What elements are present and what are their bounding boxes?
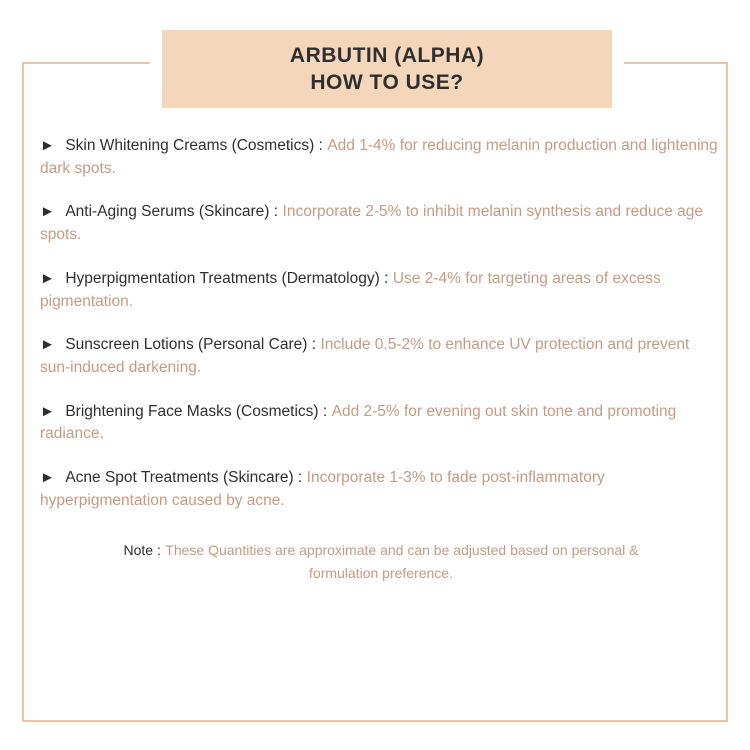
list-item-text: Add 2-5% for evening out skin tone and promoting radiance. bbox=[40, 402, 677, 443]
note-block bbox=[40, 539, 722, 585]
triangle-right-icon: ► bbox=[40, 137, 55, 154]
triangle-right-icon: ► bbox=[40, 469, 55, 487]
triangle-right-icon: ► bbox=[40, 402, 55, 420]
list-item-label: Brightening Face Masks (Cosmetics) : bbox=[65, 402, 328, 420]
note-text: These Quantities are approximate and can be adjusted based on personal & formulation preference. bbox=[165, 541, 639, 581]
list-item bbox=[40, 334, 722, 379]
list-item bbox=[40, 201, 722, 246]
list-item-label: Hyperpigmentation Treatments (Dermatology) : bbox=[65, 269, 389, 287]
title-line-2: HOW TO USE? bbox=[310, 71, 464, 94]
title-banner bbox=[162, 30, 612, 108]
usage-list bbox=[40, 135, 722, 710]
list-item bbox=[40, 268, 722, 313]
list-item-label: Acne Spot Treatments (Skincare) : bbox=[65, 469, 303, 487]
list-item-label: Skin Whitening Creams (Cosmetics) : bbox=[65, 137, 323, 154]
list-item-label: Anti-Aging Serums (Skincare) : bbox=[65, 203, 279, 221]
list-item bbox=[40, 467, 722, 512]
list-item-text: Incorporate 1-3% to fade post-inflammatory hyperpigmentation caused by acne. bbox=[40, 469, 605, 509]
list-item-text: Use 2-4% for targeting areas of excess pigmentation. bbox=[40, 269, 661, 310]
title-line-1: ARBUTIN (ALPHA) bbox=[289, 43, 485, 67]
list-item-label: Sunscreen Lotions (Personal Care) : bbox=[65, 336, 317, 354]
triangle-right-icon: ► bbox=[40, 269, 55, 287]
list-item-text: Incorporate 2-5% to inhibit melanin synthesis and reduce age spots. bbox=[40, 203, 704, 244]
note-label: Note : bbox=[123, 541, 161, 558]
list-item bbox=[40, 401, 722, 446]
list-item bbox=[40, 135, 722, 180]
list-item-text: Include 0.5-2% to enhance UV protection and prevent sun-induced darkening. bbox=[40, 336, 690, 377]
triangle-right-icon: ► bbox=[40, 336, 55, 354]
triangle-right-icon: ► bbox=[40, 203, 55, 221]
list-item-text: Add 1-4% for reducing melanin production and lightening dark spots. bbox=[40, 137, 718, 177]
